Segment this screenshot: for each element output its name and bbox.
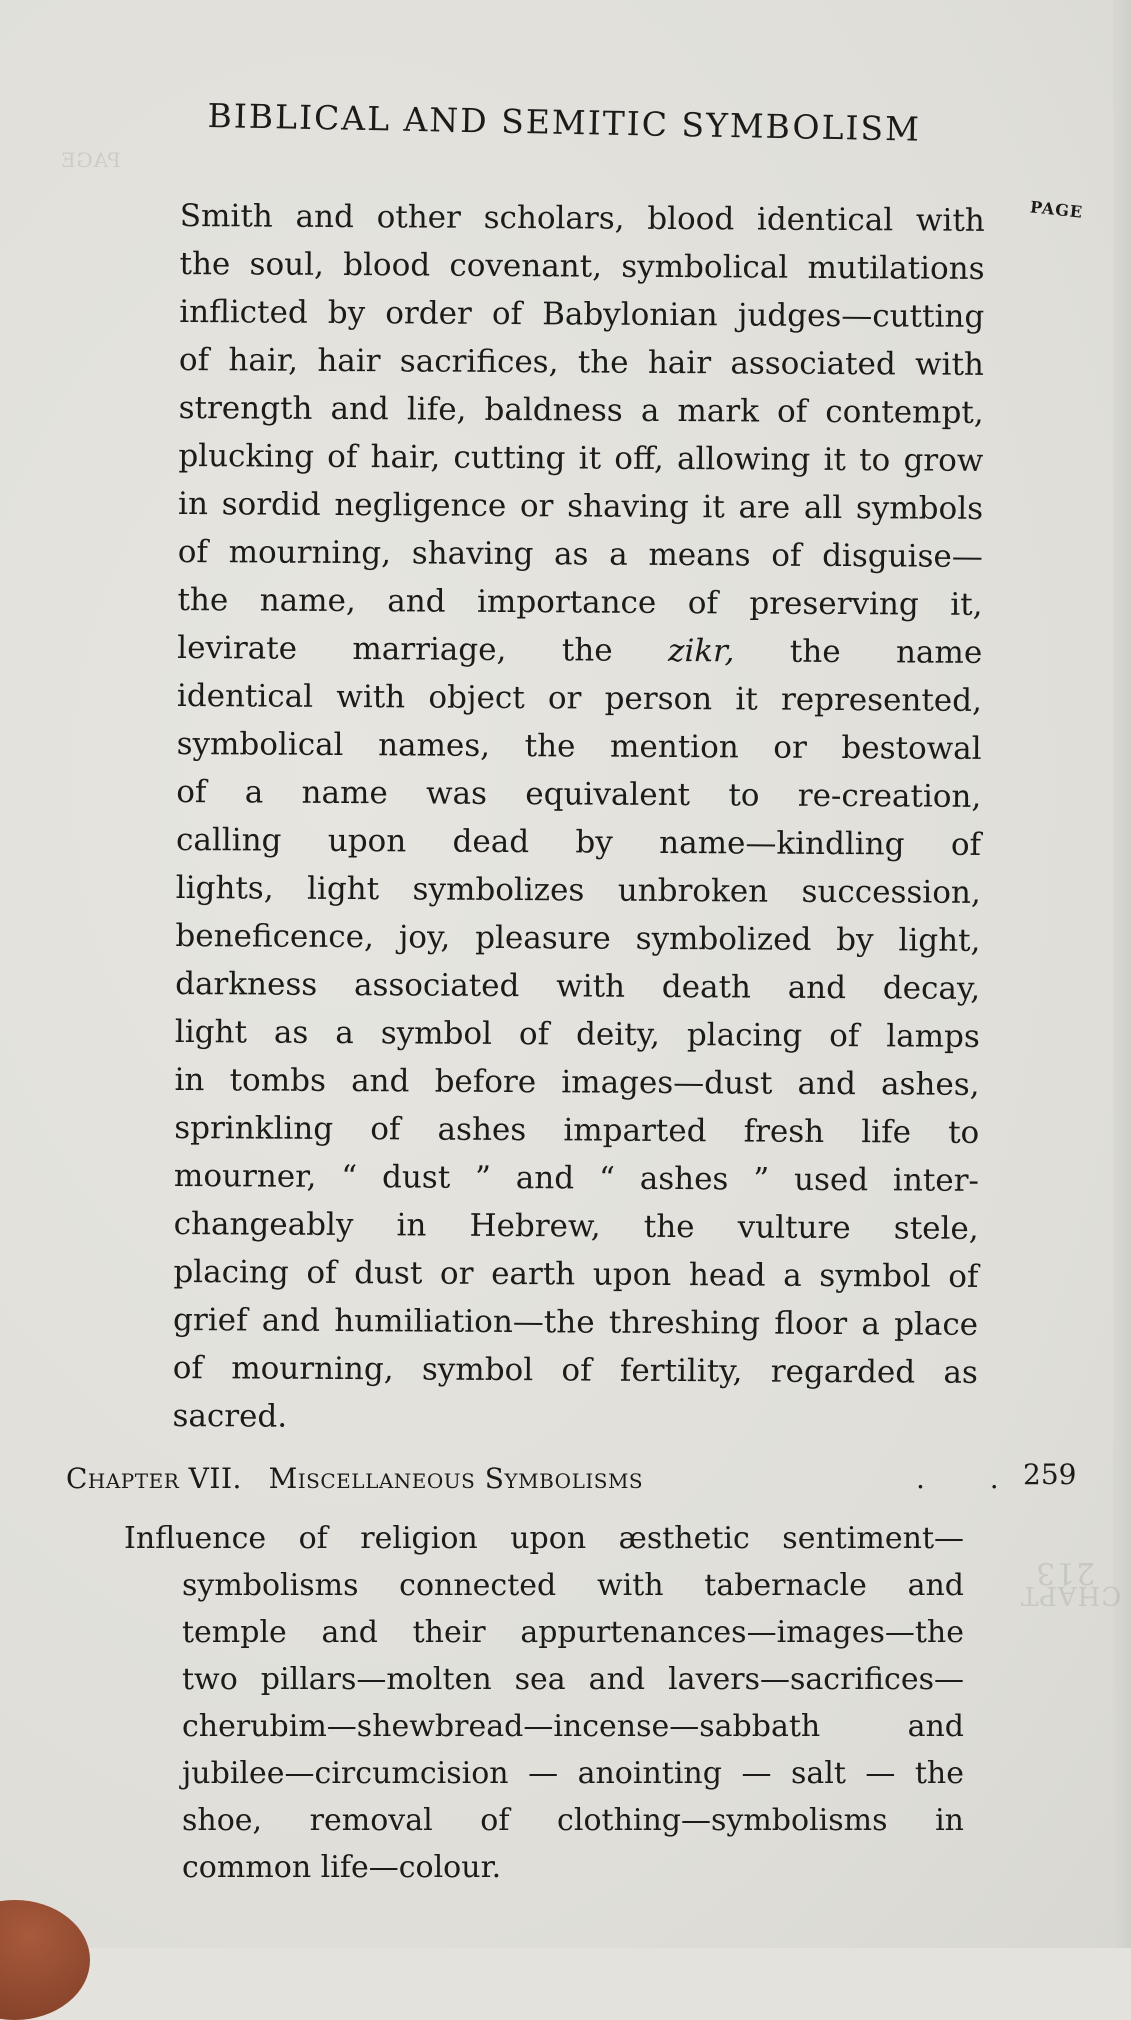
body-line: beneficence, joy, pleasure symbolized by light, — [175, 917, 981, 959]
body-line: Smith and other scholars, blood identical with — [179, 197, 985, 239]
body-line: sacred. — [172, 1397, 288, 1435]
finger-in-frame — [0, 1900, 90, 2020]
body-line: identical with object or person it represented, — [176, 677, 983, 719]
body-line: plucking of hair, cutting it off, allowing it to grow — [178, 437, 984, 479]
body-line-zikr — [177, 624, 982, 677]
body-line: of hair, hair sacrifices, the hair associated with — [178, 341, 985, 383]
summary-line: symbolisms connected with tabernacle and — [182, 1568, 964, 1603]
body-line: darkness associated with death and decay, — [175, 965, 981, 1007]
page-edge — [1113, 0, 1131, 1948]
summary-line: shoe, removal of clothing—symbolisms in — [182, 1803, 964, 1838]
toc-chapter-entry — [66, 1458, 1077, 1495]
summary-line: common life—colour. — [182, 1850, 502, 1885]
body-line: inflicted by order of Babylonian judges—cutting — [179, 293, 985, 335]
bleed-through-page-number: 213 — [1035, 1555, 1096, 1590]
page-column-label: PAGE — [1029, 197, 1084, 222]
running-head: BIBLICAL AND SEMITIC SYMBOLISM — [207, 96, 922, 149]
body-line: changeably in Hebrew, the vulture stele, — [173, 1205, 979, 1247]
chapter-page-number: 259 — [1023, 1458, 1077, 1491]
summary-line: Influence of religion upon æsthetic sentiment— — [124, 1521, 964, 1556]
bleed-through-chapter: CHAPT — [1020, 1580, 1122, 1610]
body-line: in sordid negligence or shaving it are all symbols — [177, 485, 984, 527]
text-run: levirate marriage, the — [177, 629, 613, 669]
summary-line: jubilee—circumcision — anointing — salt — the — [182, 1756, 964, 1791]
bleed-through-page-label: PAGE — [60, 148, 121, 172]
body-line: light as a symbol of deity, placing of lamps — [174, 1013, 980, 1055]
chapter-label: Chapter VII. — [66, 1462, 242, 1495]
chapter-summary — [124, 1515, 964, 1891]
body-line: mourner, “ dust ” and “ ashes ” used inter- — [173, 1157, 980, 1199]
body-line: of mourning, symbol of fertility, regarded as — [172, 1349, 978, 1391]
body-line: placing of dust or earth upon head a symbol of — [173, 1253, 979, 1295]
summary-line: two pillars—molten sea and lavers—sacrifices— — [182, 1662, 964, 1697]
dot-leader: . . — [916, 1462, 1027, 1495]
body-line: lights, light symbolizes unbroken succession, — [175, 869, 981, 911]
body-text — [172, 192, 985, 1445]
summary-line: cherubim—shewbread—incense—sabbath and — [182, 1709, 964, 1744]
italic-term: zikr, — [667, 632, 735, 670]
chapter-title: Miscellaneous Symbolisms — [268, 1462, 644, 1495]
body-line: sprinkling of ashes imparted fresh life to — [174, 1109, 980, 1151]
body-line: the name, and importance of preserving it, — [177, 581, 983, 623]
body-line: strength and life, baldness a mark of contempt, — [178, 389, 984, 431]
text-run: the name — [789, 633, 983, 671]
body-line: the soul, blood covenant, symbolical mutilations — [179, 245, 985, 287]
body-line: grief and humiliation—the threshing floor a place — [172, 1301, 979, 1343]
body-line: of mourning, shaving as a means of disguise— — [177, 533, 983, 575]
body-line: in tombs and before images—dust and ashes, — [174, 1061, 980, 1103]
body-line: of a name was equivalent to re-creation, — [176, 773, 982, 815]
body-line: symbolical names, the mention or bestowal — [176, 725, 982, 767]
summary-line: temple and their appurtenances—images—the — [182, 1615, 964, 1650]
body-line: calling upon dead by name—kindling of — [175, 821, 982, 863]
